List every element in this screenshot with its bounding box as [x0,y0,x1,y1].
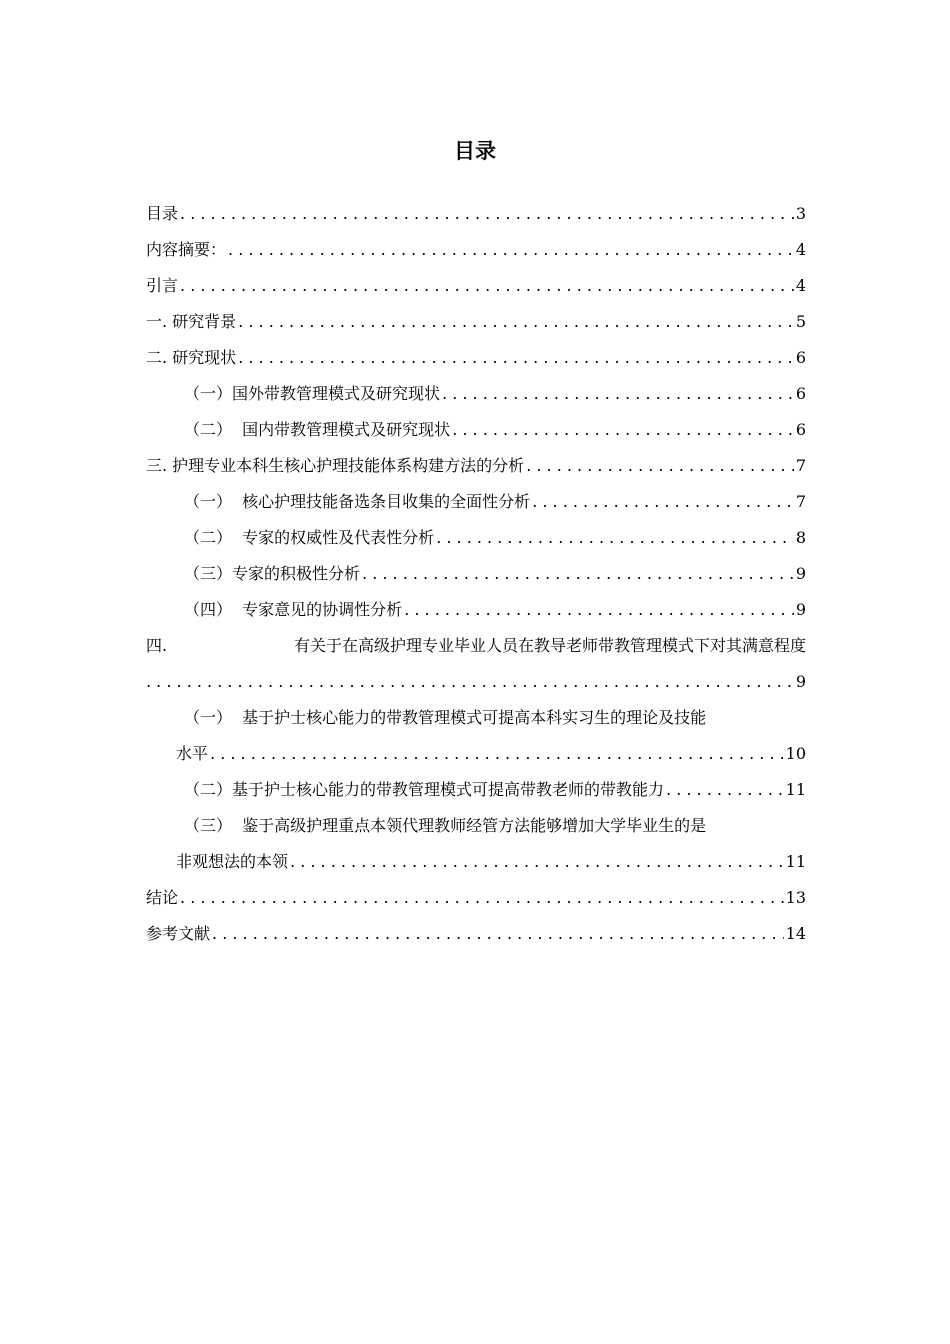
toc-entry-text: 内容摘要： [146,240,227,259]
toc-entry-text: 目录 [146,204,179,223]
toc-page-number: 13 [785,888,806,907]
toc-page-number: 10 [785,744,806,763]
leader-dots [180,200,794,228]
leader-dots [404,596,794,624]
toc-entry[interactable] [146,884,806,920]
toc-entry-text: （三） 鉴于高级护理重点本领代理教师经管方法能够增加大学毕业生的是 [184,816,707,835]
toc-entry-text: （二） 专家的权威性及代表性分析 [184,528,435,547]
toc-page-number: 11 [785,852,806,871]
leader-dots [290,848,784,876]
toc-entry-text: 三. 护理专业本科生核心护理技能体系构建方法的分析 [146,456,525,475]
toc-page-number: 4 [795,276,806,295]
toc-entry-text: 引言 [146,276,179,295]
toc-entry-line2[interactable] [146,848,806,884]
leader-dots [436,524,794,552]
toc-entry-text: 水平 [176,744,209,763]
toc-entry-text: （四） 专家意见的协调性分析 [184,600,403,619]
toc-entry[interactable] [146,308,806,344]
toc-page-number: 4 [795,240,806,259]
toc-entry[interactable] [146,272,806,308]
toc-entry[interactable] [146,380,806,416]
toc-page-number: 8 [795,528,806,547]
page-title: 目录 [454,139,496,163]
toc-entry[interactable] [146,596,806,632]
toc-entry[interactable] [146,344,806,380]
leader-dots [442,380,794,408]
leader-dots [452,416,794,444]
toc-entry-text: 非观想法的本领 [176,852,289,871]
toc-entry[interactable] [146,560,806,596]
toc-entry-line2[interactable] [146,668,806,704]
leader-dots [526,452,794,480]
toc-entry[interactable] [146,236,806,272]
toc-page-number: 3 [795,204,806,223]
leader-dots [212,920,784,948]
toc-page-number: 9 [795,672,806,691]
toc-entry[interactable] [146,452,806,488]
toc-entry[interactable] [146,488,806,524]
leader-dots [666,776,784,804]
toc-entry-line1[interactable] [146,632,806,668]
table-of-contents [146,200,806,956]
toc-page-number: 6 [795,348,806,367]
toc-entry-text: （三）专家的积极性分析 [184,564,361,583]
toc-entry[interactable] [146,776,806,812]
leader-dots [532,488,794,516]
toc-page-number: 6 [795,420,806,439]
toc-entry-text: 一. 研究背景 [146,312,237,331]
leader-dots [210,740,784,768]
toc-entry[interactable] [146,416,806,452]
toc-entry-text: 结论 [146,888,179,907]
toc-page-number: 6 [795,384,806,403]
toc-entry-line1[interactable] [146,812,806,848]
toc-entry-text: （一） 核心护理技能备选条目收集的全面性分析 [184,492,531,511]
toc-entry-line1[interactable] [146,704,806,740]
toc-entry-text: （二） 国内带教管理模式及研究现状 [184,420,451,439]
leader-dots [362,560,794,588]
toc-page-number: 7 [795,492,806,511]
leader-dots [180,884,784,912]
leader-dots [238,308,794,336]
toc-entry-text: 有关于在高级护理专业毕业人员在教导老师带教管理模式下对其满意程度 [293,636,806,655]
leader-dots [180,272,794,300]
toc-entry-line2[interactable] [146,740,806,776]
toc-entry-text: 参考文献 [146,924,211,943]
leader-dots [146,668,794,696]
leader-dots [238,344,794,372]
toc-entry-text: （一） 基于护士核心能力的带教管理模式可提高本科实习生的理论及技能 [184,708,707,727]
toc-page-number: 14 [785,924,806,943]
toc-entry[interactable] [146,920,806,956]
toc-entry-text: （二）基于护士核心能力的带教管理模式可提高带教老师的带教能力 [184,780,665,799]
toc-page-number: 5 [795,312,806,331]
toc-page-number: 7 [795,456,806,475]
toc-page-number: 11 [785,780,806,799]
toc-page-number: 9 [795,564,806,583]
toc-entry[interactable] [146,200,806,236]
toc-entry-text: 二. 研究现状 [146,348,237,367]
toc-entry-text: （一）国外带教管理模式及研究现状 [184,384,441,403]
leader-dots [228,236,794,264]
toc-page-number: 9 [795,600,806,619]
toc-entry-number: 四. [146,636,168,655]
toc-entry[interactable] [146,524,806,560]
